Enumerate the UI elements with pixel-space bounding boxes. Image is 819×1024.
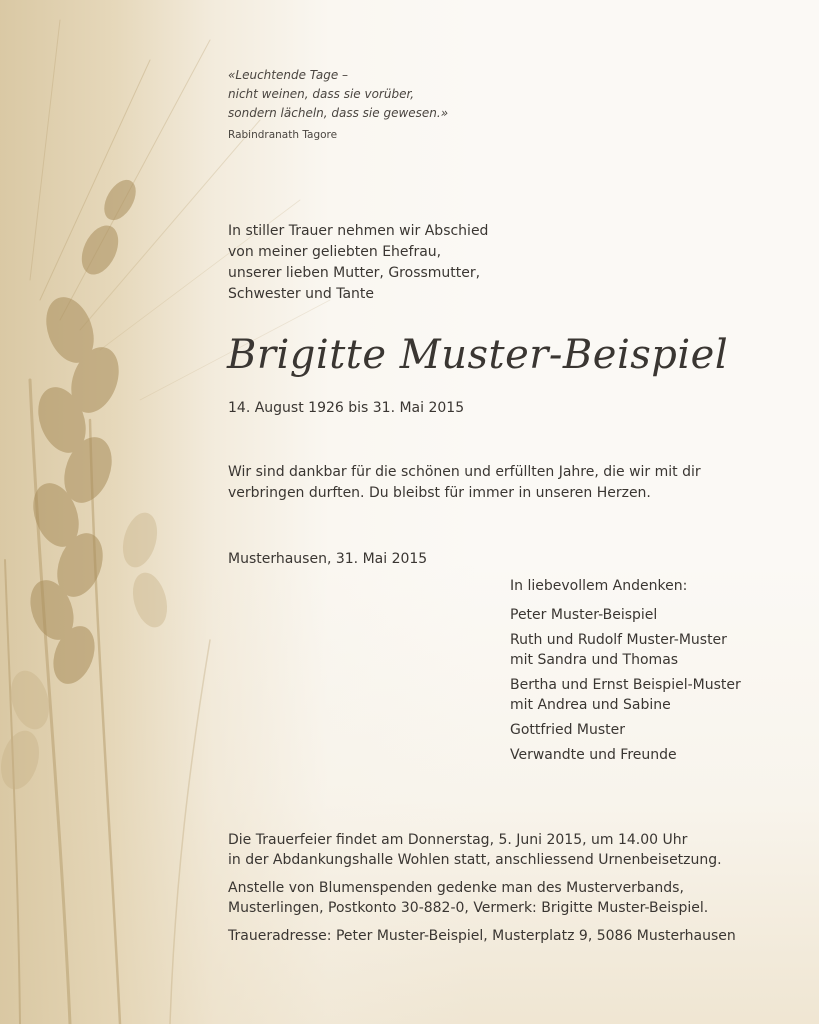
mourner-entry	[510, 745, 741, 765]
mourners-heading: In liebevollem Andenken:	[510, 578, 688, 594]
donation-info	[228, 878, 736, 918]
mourning-address	[228, 926, 736, 946]
mourner-line: mit Sandra und Thomas	[510, 652, 679, 668]
ceremony-line: Die Trauerfeier findet am Donnerstag, 5. Juni 2015, um 14.00 Uhr	[228, 832, 688, 848]
ceremony-info	[228, 830, 736, 870]
thanks-message	[228, 462, 701, 504]
mourner-entry	[510, 630, 741, 670]
thanks-line: verbringen durften. Du bleibst für immer in unseren Herzen.	[228, 485, 651, 501]
quote-line: nicht weinen, dass sie vorüber,	[228, 87, 415, 101]
mourner-line: Peter Muster-Beispiel	[510, 607, 658, 623]
donation-line: Anstelle von Blumenspenden gedenke man des Musterverbands,	[228, 880, 684, 896]
funeral-notes	[228, 830, 736, 954]
mourner-entry	[510, 720, 741, 740]
donation-line: Musterlingen, Postkonto 30-882-0, Vermerk: Brigitte Muster-Beispiel.	[228, 900, 709, 916]
life-dates: 14. August 1926 bis 31. Mai 2015	[228, 400, 465, 416]
mourner-entry	[510, 605, 741, 625]
intro-line: von meiner geliebten Ehefrau,	[228, 244, 442, 260]
mourner-line: Gottfried Muster	[510, 722, 626, 738]
mourners-list	[510, 576, 741, 770]
mourner-line: Verwandte und Freunde	[510, 747, 677, 763]
deceased-name: Brigitte Muster-Beispiel	[227, 332, 729, 378]
quote-line: «Leuchtende Tage –	[228, 68, 349, 82]
mourner-line: Ruth und Rudolf Muster-Muster	[510, 632, 727, 648]
mourner-line: Bertha und Ernst Beispiel-Muster	[510, 677, 741, 693]
epigraph-quote	[228, 66, 448, 145]
intro-line: Schwester und Tante	[228, 286, 374, 302]
mourner-entry	[510, 675, 741, 715]
place-and-date: Musterhausen, 31. Mai 2015	[228, 551, 428, 567]
intro-line: In stiller Trauer nehmen wir Abschied	[228, 223, 489, 239]
mourner-line: mit Andrea und Sabine	[510, 697, 671, 713]
thanks-line: Wir sind dankbar für die schönen und erfüllten Jahre, die wir mit dir	[228, 464, 701, 480]
address-line: Traueradresse: Peter Muster-Beispiel, Musterplatz 9, 5086 Musterhausen	[228, 928, 736, 944]
ceremony-line: in der Abdankungshalle Wohlen statt, anschliessend Urnenbeisetzung.	[228, 852, 722, 868]
intro-line: unserer lieben Mutter, Grossmutter,	[228, 265, 481, 281]
quote-author: Rabindranath Tagore	[228, 129, 338, 141]
farewell-intro	[228, 221, 488, 305]
quote-line: sondern lächeln, dass sie gewesen.»	[228, 106, 449, 120]
